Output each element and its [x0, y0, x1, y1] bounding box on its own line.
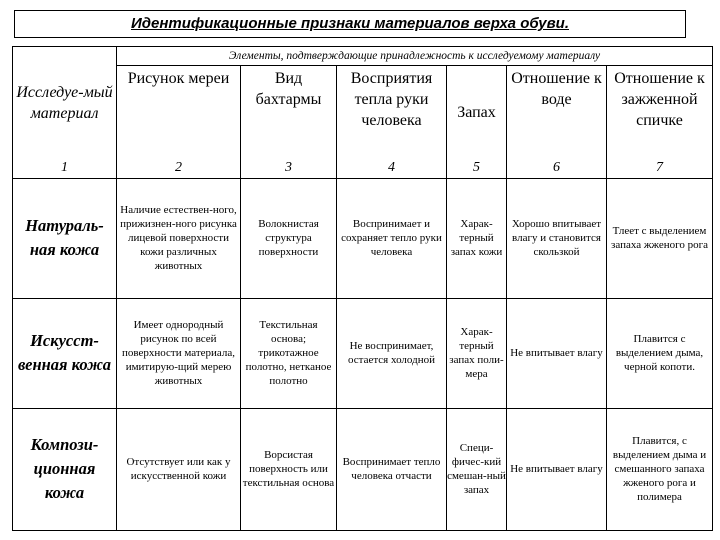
header-row — [13, 66, 713, 158]
header-match: Отношение к зажженной спичке — [607, 66, 713, 158]
table-title-box — [14, 10, 686, 38]
table-row — [13, 298, 713, 408]
header-water: Отношение к воде — [507, 66, 607, 158]
column-number: 7 — [607, 158, 713, 179]
table-title: Идентификационные признаки материалов верха обуви. — [130, 15, 570, 32]
elements-caption: Элементы, подтверждающие принадлежность к исследуемому материалу — [117, 47, 713, 66]
table-cell: Харак-терный запах кожи — [447, 178, 507, 298]
table-row — [13, 408, 713, 530]
table-cell: Воспринимает и сохраняет тепло руки человека — [337, 178, 447, 298]
table-cell: Волокнистая структура поверхности — [241, 178, 337, 298]
column-number: 1 — [13, 158, 117, 179]
table-cell: Не воспринимает, остается холодной — [337, 298, 447, 408]
table-cell: Воспринимает тепло человека отчасти — [337, 408, 447, 530]
material-name: Компози-ционная кожа — [13, 408, 117, 530]
header-smell: Запах — [447, 66, 507, 158]
table-cell: Специ-фичес-кий смешан-ный запах — [447, 408, 507, 530]
table-cell: Текстильная основа; трикотажное полотно, нетканое полотно — [241, 298, 337, 408]
table-cell: Плавится с выделением дыма, черной копоти. — [607, 298, 713, 408]
number-row — [13, 158, 713, 179]
column-number: 2 — [117, 158, 241, 179]
table-cell: Не впитывает влагу — [507, 298, 607, 408]
table-cell: Наличие естествен-ного, прижизнен-ного рисунка лицевой поверхности кожи различных животных — [117, 178, 241, 298]
column-number: 4 — [337, 158, 447, 179]
table-cell: Тлеет с выделением запаха жженого рога — [607, 178, 713, 298]
table-cell: Имеет однородный рисунок по всей поверхности материала, имитирую-щий мерею животных — [117, 298, 241, 408]
table-cell: Плавится, с выделением дыма и смешанного запаха жженого рога и полимера — [607, 408, 713, 530]
table-cell: Хорошо впитывает влагу и становится скользкой — [507, 178, 607, 298]
identification-table — [12, 46, 713, 531]
header-underside: Вид бахтармы — [241, 66, 337, 158]
table-row — [13, 178, 713, 298]
column-number: 6 — [507, 158, 607, 179]
caption-row — [13, 47, 713, 66]
material-name: Натураль-ная кожа — [13, 178, 117, 298]
table-cell: Отсутствует или как у искусственной кожи — [117, 408, 241, 530]
table-cell: Не впитывает влагу — [507, 408, 607, 530]
header-warmth: Восприятия тепла руки человека — [337, 66, 447, 158]
column-number: 5 — [447, 158, 507, 179]
header-pattern: Рисунок мереи — [117, 66, 241, 158]
material-name: Искусст-венная кожа — [13, 298, 117, 408]
table-cell: Харак-терный запах поли-мера — [447, 298, 507, 408]
header-material-label: Исследуе-мый материал — [16, 84, 113, 123]
header-material — [13, 47, 117, 158]
table-cell: Ворсистая поверхность или текстильная основа — [241, 408, 337, 530]
column-number: 3 — [241, 158, 337, 179]
